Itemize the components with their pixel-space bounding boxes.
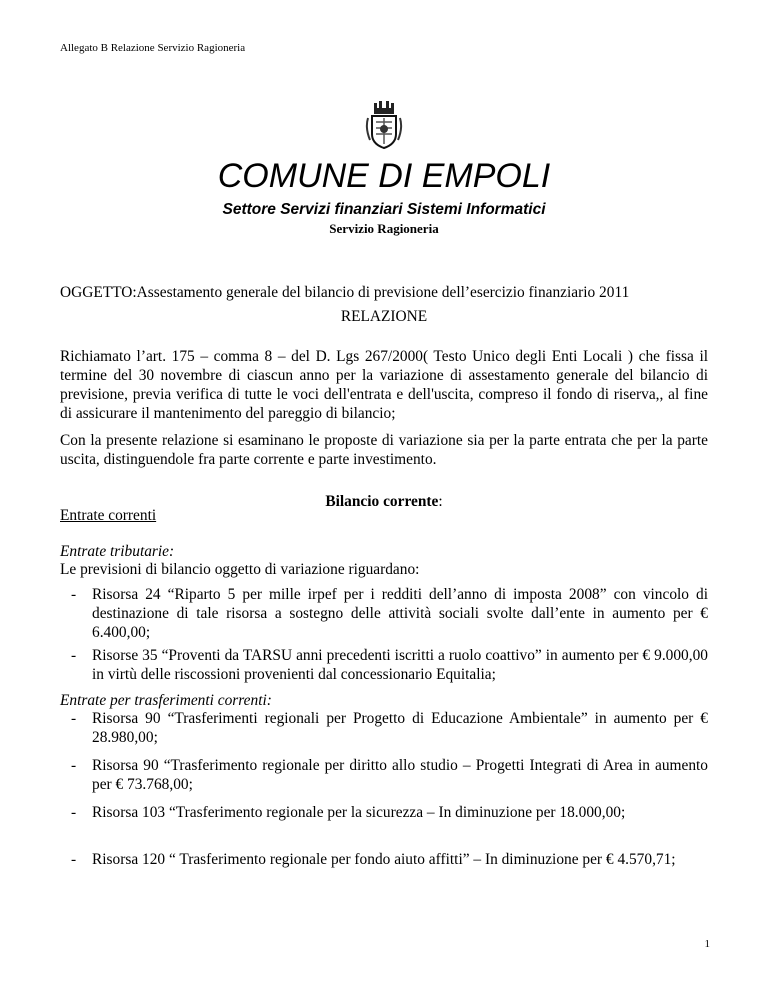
list-item-text: Risorsa 90 “Trasferimenti regionali per Progetto di Educazione Ambientale” in aumento per € 28.980,00; [92,710,708,746]
bullet-dash: - [71,804,77,821]
bullet-dash: - [71,757,77,774]
report-title: RELAZIONE [340,308,428,325]
list-item [71,585,708,642]
list-item-text: Risorsa 24 “Riparto 5 per mille irpef per i redditi dell’anno di imposta 2008” con vincolo di destinazione di tale risorsa a sostegno delle attività sociali svolte dall’ente in aumento per € 6.400,00; [92,586,708,641]
paragraph-legal-reference: Richiamato l’art. 175 – comma 8 – del D. Lgs 267/2000( Testo Unico degli Enti Locali ) che fissa il termine del 30 novembre di ciascun anno per la variazione di assestamento generale del bilancio di previsione, previa verifica di tutte le voci dell'entrata e dell'uscita, compreso il fondo di riserva,, al fine di assicurare il mantenimento del pareggio di bilancio; [60,348,708,422]
list-item-text: Risorsa 90 “Trasferimento regionale per diritto allo studio – Progetti Integrati di Area in aumento per € 73.768,00; [92,757,708,793]
list-item [71,756,708,794]
bullet-dash: - [71,647,77,664]
organization-name: COMUNE DI EMPOLI [217,157,551,195]
subsection-heading: Entrate correnti [60,507,157,524]
department-name: Settore Servizi finanziari Sistemi Informatici [222,201,546,218]
list-item [71,803,708,822]
list-item [71,709,708,747]
tributarie-title: Entrate tributarie: [60,543,175,560]
list-item [71,850,708,869]
running-header: Allegato B Relazione Servizio Ragioneria [60,42,246,54]
section-heading-text: Bilancio corrente [325,493,439,510]
list-item [71,646,708,684]
service-name: Servizio Ragioneria [329,221,439,236]
list-item-text: Risorsa 103 “Trasferimento regionale per la sicurezza – In diminuzione per 18.000,00; [92,804,626,821]
section-heading-colon: : [438,493,443,510]
trasferimenti-title: Entrate per trasferimenti correnti: [60,692,272,709]
bullet-dash: - [71,851,77,868]
subject-line: OGGETTO:Assestamento generale del bilancio di previsione dell’esercizio finanziario 2011 [60,284,630,301]
bullet-dash: - [71,710,77,727]
paragraph-purpose: Con la presente relazione si esaminano le proposte di variazione sia per la parte entrata che per la parte uscita, distinguendole fra parte corrente e parte investimento. [60,432,708,468]
coat-of-arms-icon [364,100,404,152]
bullet-dash: - [71,586,77,603]
list-item-text: Risorse 35 “Proventi da TARSU anni precedenti iscritti a ruolo coattivo” in aumento per € 9.000,00 in virtù delle riscossioni provenienti dal concessionario Equitalia; [92,647,708,683]
list-item-text: Risorsa 120 “ Trasferimento regionale per fondo aiuto affitti” – In diminuzione per € 4.570,71; [92,851,676,868]
tributarie-intro: Le previsioni di bilancio oggetto di variazione riguardano: [60,561,420,578]
page-number: 1 [704,938,710,950]
